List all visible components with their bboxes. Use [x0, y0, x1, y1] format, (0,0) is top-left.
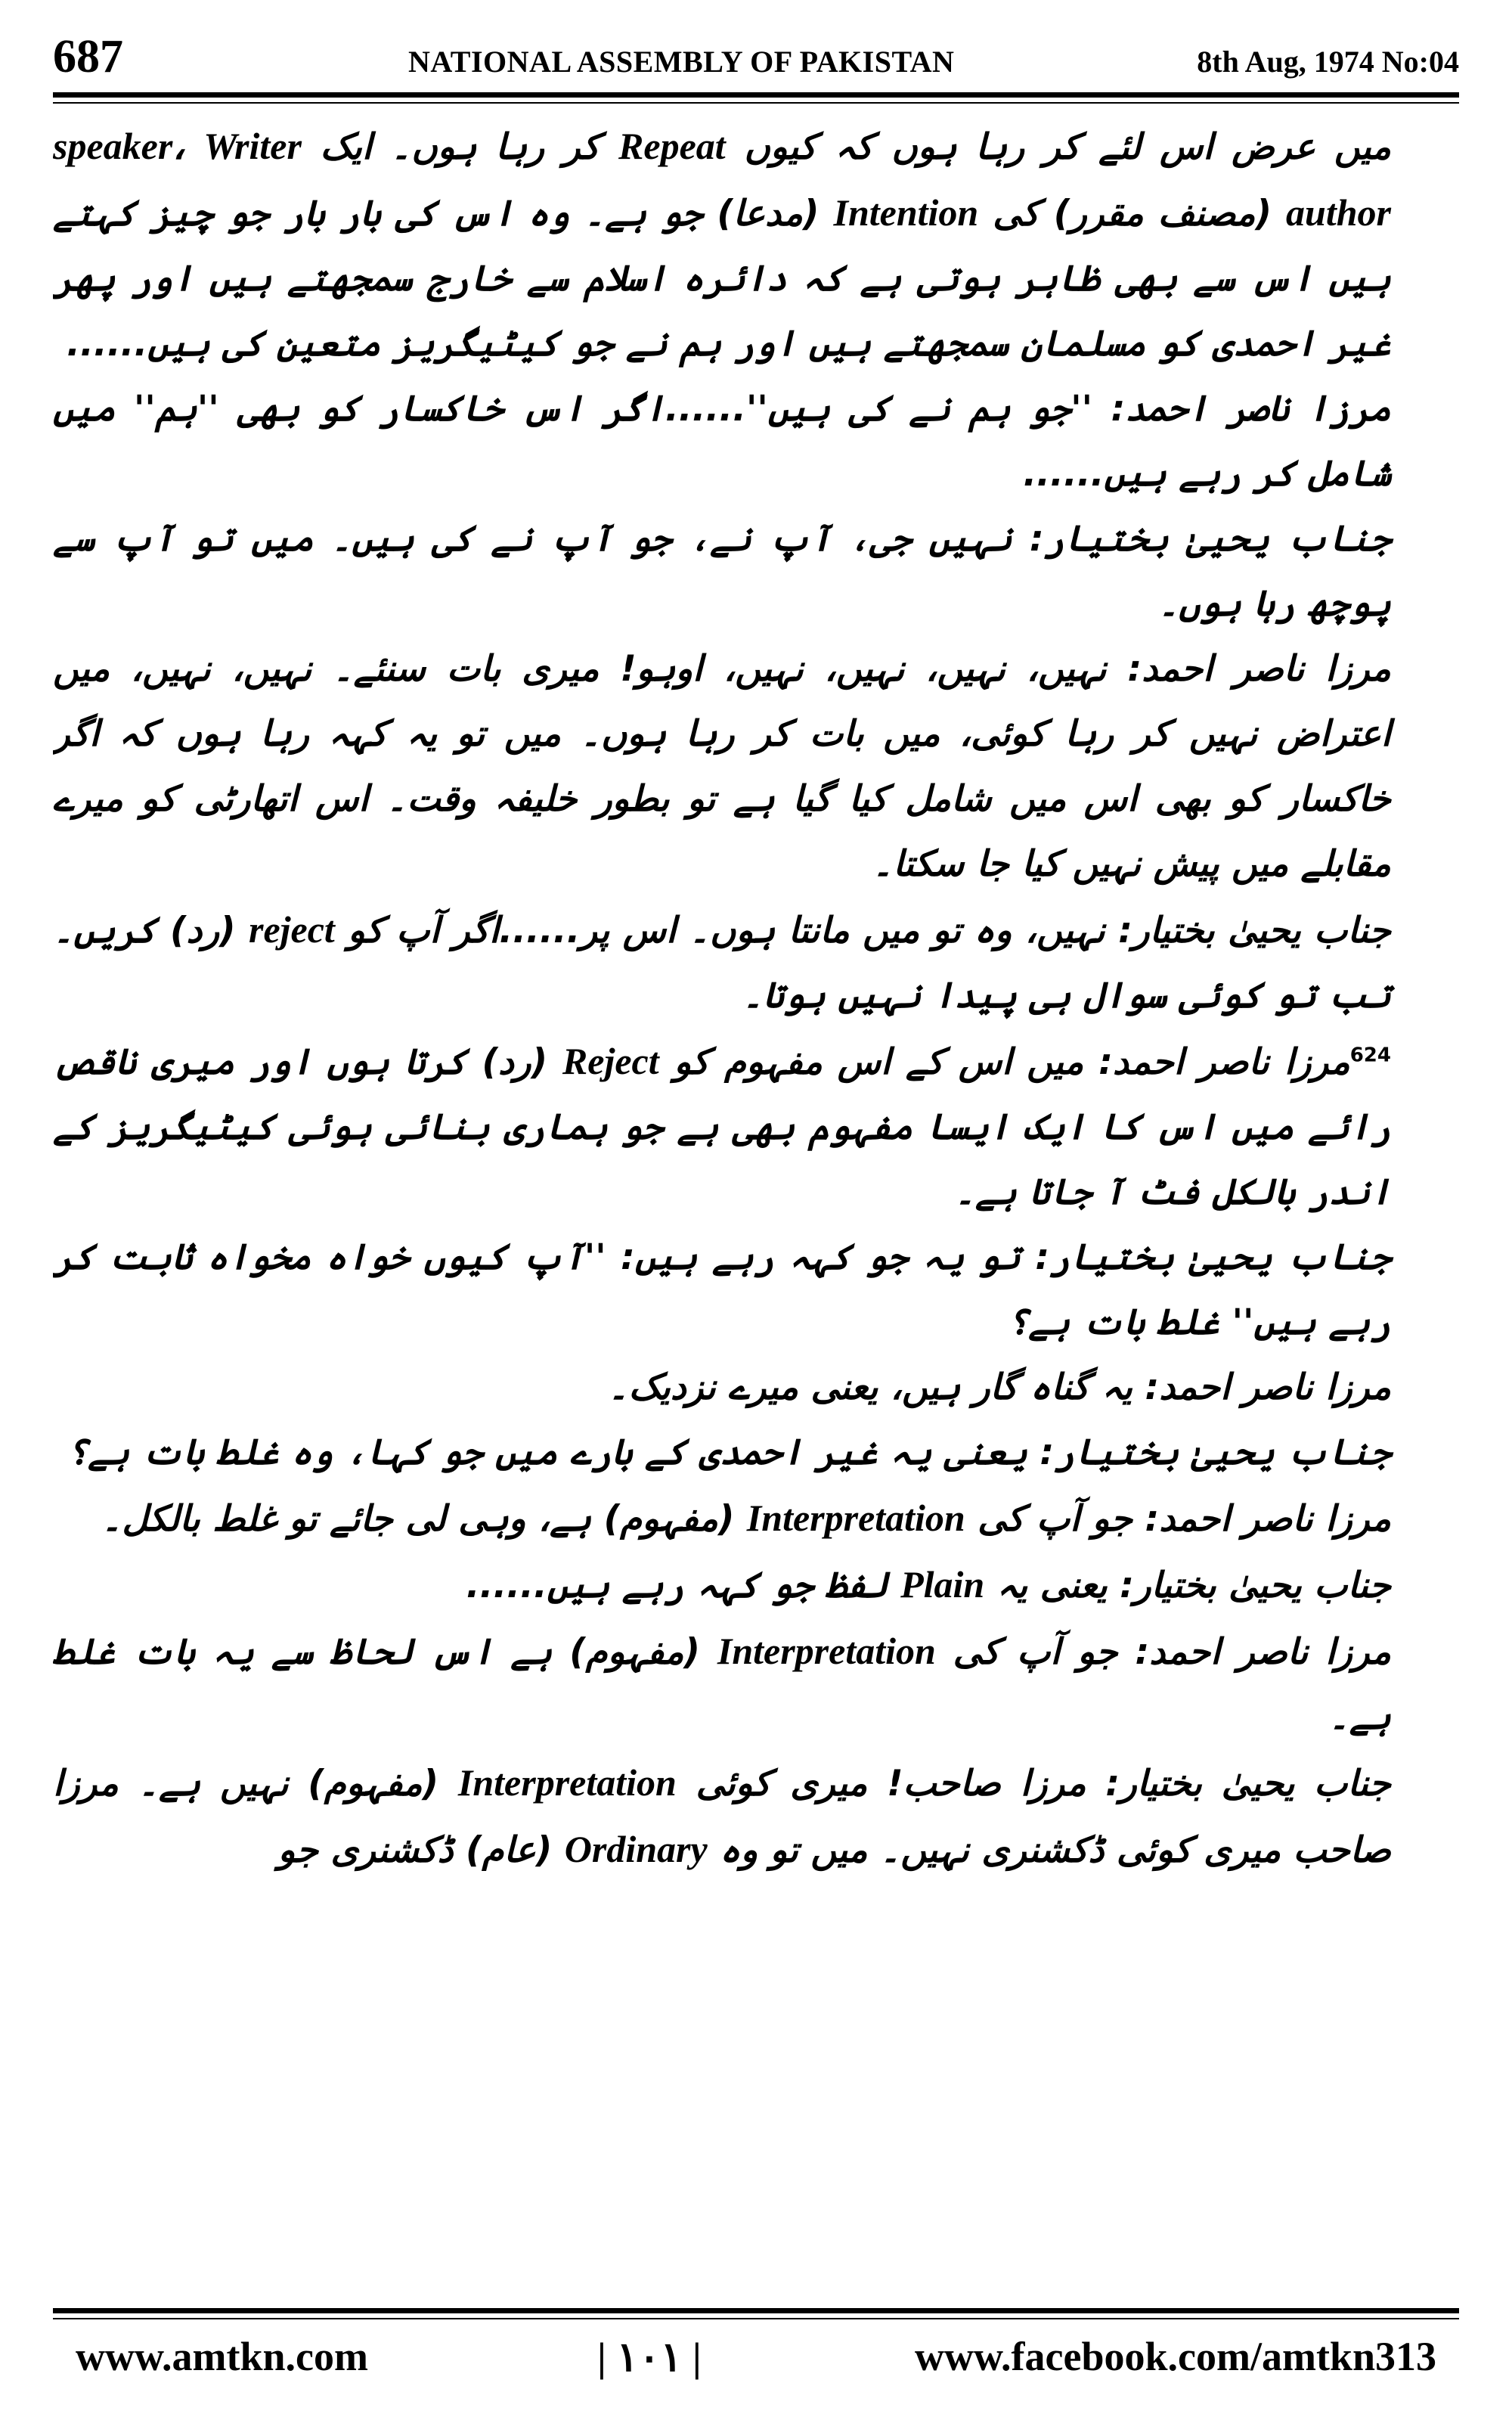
english-term: Plain	[900, 1563, 985, 1606]
footer-rule-thin	[53, 2318, 1459, 2319]
footer-rule-thick	[53, 2308, 1459, 2313]
paragraph-1: میں عرض اس لئے کر رہا ہوں کہ کیوں Repeat کر رہا ہوں۔ ایک Writer speaker، author (مصنف مقرر) کی Intention (مدعا) جو ہے۔ وہ اس کی بار بار جو چیز کہتے ہیں اس سے بھی ظاہر ہوتی ہے کہ دائرہ اسلام سے خارج سمجھتے ہیں اور پھر غیر احمدی کو مسلمان سمجھتے ہیں اور ہم نے جو کیٹیگریز متعین کی ہیں......	[53, 125, 1392, 365]
speaker-name: جناب یحییٰ بختیار	[1049, 1236, 1391, 1278]
english-term: reject	[249, 908, 335, 951]
paragraph-12: مرزا ناصر احمد: جو آپ کی Interpretation (مفہوم) ہے اس لحاظ سے یہ بات غلط ہے۔	[53, 1630, 1391, 1738]
footnote-marker: 624	[1349, 1044, 1391, 1067]
paragraph-5: جناب یحییٰ بختیار: نہیں، وہ تو میں مانتا ہوں۔ اس پر......اگر آپ کو reject (رد) کریں۔ تب تو کوئی سوال ہی پیدا نہیں ہوتا۔	[53, 908, 1391, 1016]
english-term: Intention	[833, 191, 979, 234]
page-number: 687	[53, 31, 123, 82]
paragraph-13: جناب یحییٰ بختیار: مرزا صاحب! میری کوئی Interpretation (مفہوم) نہیں ہے۔ مرزا صاحب میری کوئی ڈکشنری نہیں۔ میں تو وہ Ordinary (عام) ڈکشنری جو	[53, 1761, 1391, 1871]
english-term: speaker، author	[53, 125, 1392, 234]
speaker-name: مرزا ناصر احمد	[1142, 648, 1391, 690]
paragraph-6: $^{624}$مرزا ناصر احمد: میں اس کے اس مفہوم کو Reject (رد) کرتا ہوں اور میری ناقص رائے میں اس کا ایک ایسا مفہوم بھی ہے جو ہماری بنائی ہوئی کیٹیگریز کے اندر بالکل فٹ آ جاتا ہے۔	[53, 1040, 1391, 1213]
speaker-name: مرزا ناصر احمد	[1112, 1041, 1350, 1083]
english-term: Interpretation	[746, 1497, 965, 1539]
speaker-name: جناب یحییٰ بختیار	[1133, 1565, 1391, 1606]
speaker-name: جناب یحییٰ بختیار	[1043, 518, 1391, 560]
paragraph-11: جناب یحییٰ بختیار: یعنی یہ Plain لفظ جو کہہ رہے ہیں......	[466, 1563, 1391, 1606]
header-date-number: 8th Aug, 1974 No:04	[1197, 45, 1459, 79]
speaker-name: مرزا ناصر احمد	[1159, 1367, 1391, 1408]
page-footer	[76, 2333, 1436, 2394]
page-header	[53, 30, 1459, 91]
speaker-name: مرزا ناصر احمد	[1159, 1498, 1391, 1540]
speaker-name: مرزا ناصر احمد	[1125, 388, 1391, 430]
footer-page-marker: | ۱۰۱ |	[597, 2335, 702, 2380]
paragraph-9: جناب یحییٰ بختیار: یعنی یہ غیر احمدی کے بارے میں جو کہا، وہ غلط بات ہے؟	[67, 1432, 1391, 1473]
english-term: Interpretation	[717, 1630, 936, 1672]
speaker-name: جناب یحییٰ بختیار	[1120, 1763, 1391, 1804]
english-term: Ordinary	[564, 1828, 708, 1870]
speaker-name: جناب یحییٰ بختیار	[1054, 1432, 1391, 1473]
english-term: Writer	[203, 125, 302, 167]
speaker-name: جناب یحییٰ بختیار	[1132, 910, 1391, 951]
paragraph-4: مرزا ناصر احمد: نہیں، نہیں، نہیں، نہیں، اوہو! میری بات سنئے۔ نہیں، نہیں، میں اعتراض نہیں کر رہا کوئی، میں بات کر رہا ہوں۔ میں تو یہ کہہ رہا ہوں کہ اگر خاکسار کو بھی اس میں شامل کیا گیا ہے تو بطور خلیفہ وقت۔ اس اتھارٹی کو میرے مقابلے میں پیش نہیں کیا جا سکتا۔	[53, 648, 1391, 885]
paragraph-7: جناب یحییٰ بختیار: تو یہ جو کہہ رہے ہیں: ''آپ کیوں خواہ مخواہ ثابت کر رہے ہیں'' غلط بات ہے؟	[53, 1236, 1391, 1343]
header-title: NATIONAL ASSEMBLY OF PAKISTAN	[408, 45, 955, 79]
speaker-name: مرزا ناصر احمد	[1149, 1631, 1391, 1673]
english-term: Reject	[562, 1040, 659, 1082]
header-rule-thick	[53, 92, 1459, 98]
website-link[interactable]: www.amtkn.com	[76, 2334, 368, 2379]
facebook-link[interactable]: www.facebook.com/amtkn313	[915, 2334, 1436, 2379]
english-term: Repeat	[618, 125, 726, 167]
paragraph-3: جناب یحییٰ بختیار: نہیں جی، آپ نے، جو آپ نے کی ہیں۔ میں تو آپ سے پوچھ رہا ہوں۔	[53, 518, 1391, 625]
paragraph-2: مرزا ناصر احمد: ''جو ہم نے کی ہیں''......اگر اس خاکسار کو بھی ''ہم'' میں شامل کر رہے ہیں......	[53, 388, 1391, 495]
english-term: Interpretation	[457, 1761, 677, 1804]
transcript-body	[53, 113, 1459, 2299]
header-rule-thin	[53, 102, 1459, 104]
paragraph-10: مرزا ناصر احمد: جو آپ کی Interpretation (مفہوم) ہے، وہی لی جائے تو غلط بالکل۔	[101, 1497, 1391, 1540]
paragraph-8: مرزا ناصر احمد: یہ گناہ گار ہیں، یعنی میرے نزدیک۔	[608, 1367, 1391, 1408]
